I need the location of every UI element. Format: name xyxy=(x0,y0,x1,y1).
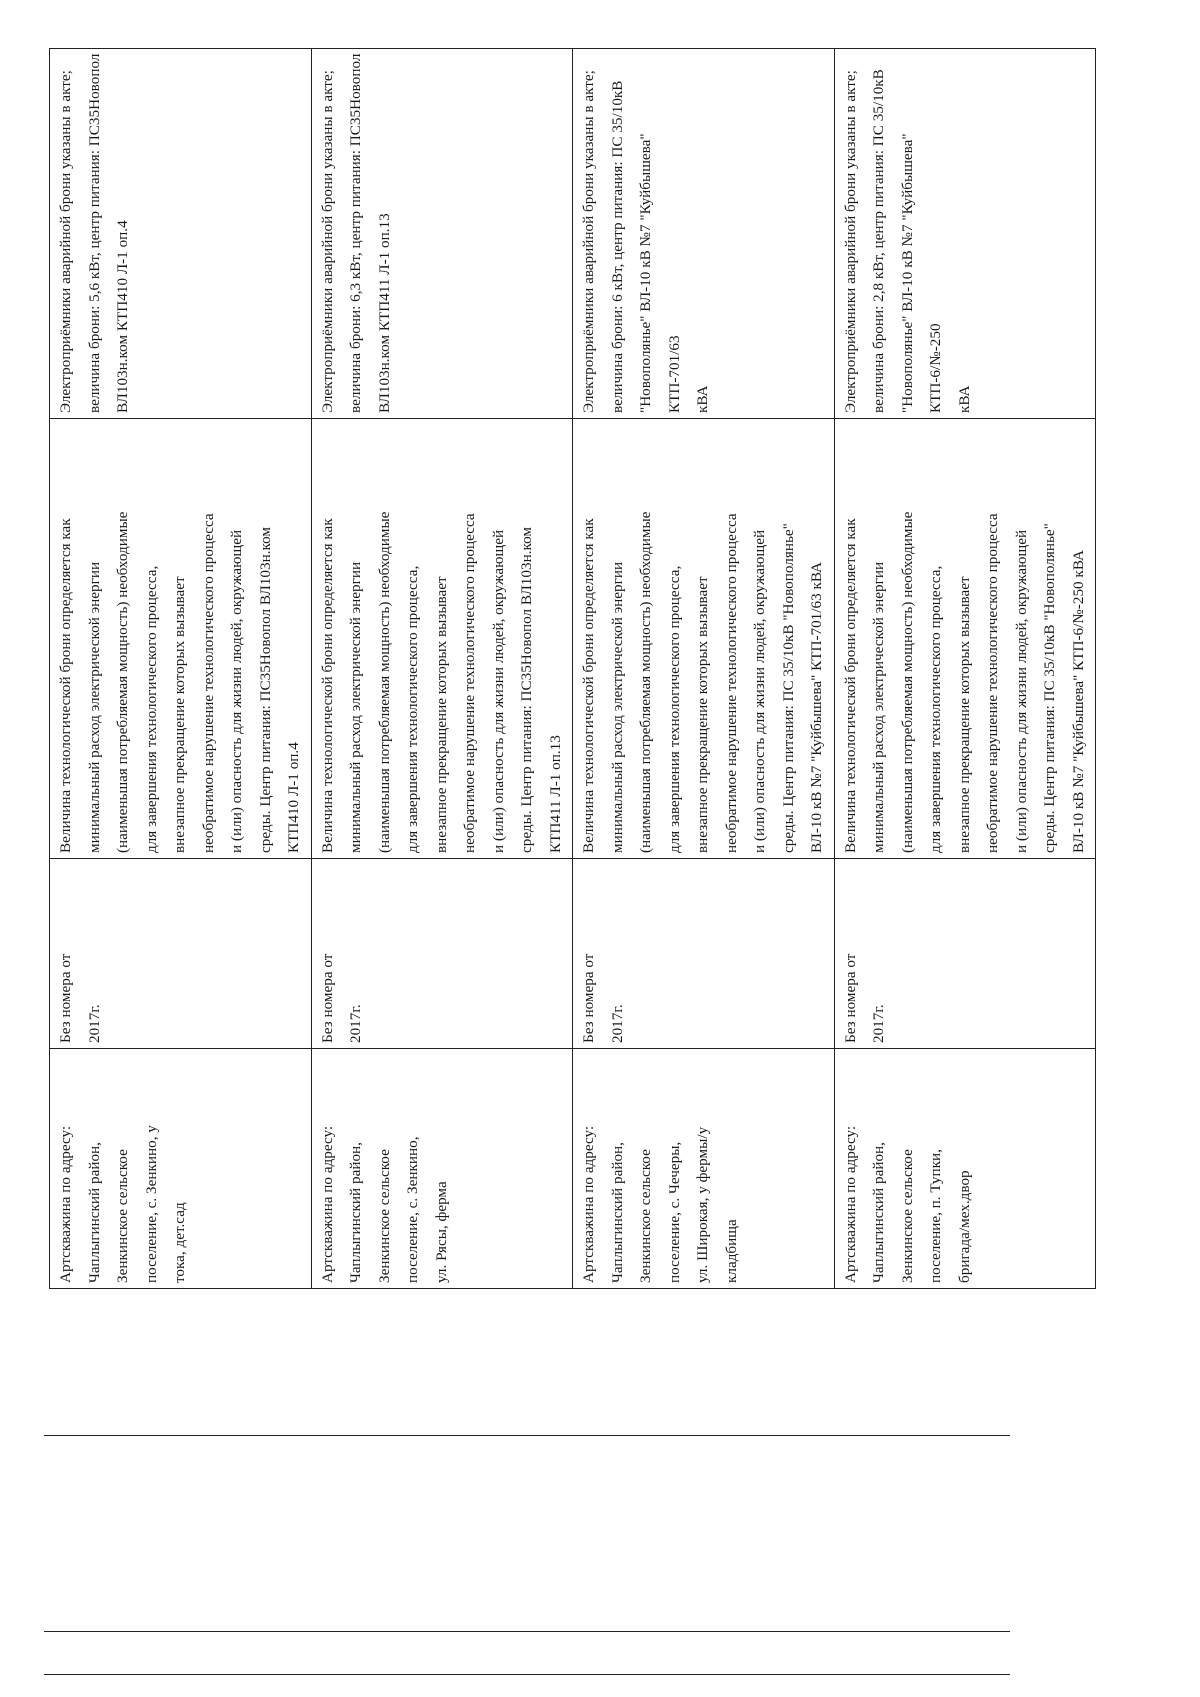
horizontal-rule xyxy=(44,1435,1010,1436)
emergency-reserve-cell: Электроприёмники аварийной брони указаны в акте; величина брони: 6,3 кВт, центр питания: ПС35Новопол ВЛ103н.ком КТП411 Л-1 оп.13 xyxy=(311,49,573,419)
emergency-reserve-cell: Электроприёмники аварийной брони указаны в акте; величина брони: 6 кВт, центр питания: ПС 35/10кВ "Новополянье" ВЛ-10 кВ №7 "Куйбышева" КТП-701/63 кВА xyxy=(573,49,835,419)
rotated-page-content xyxy=(49,49,1087,1289)
tech-reserve-cell: Величина технологической брони определяется как минимальный расход электрической энергии (наименьшая потребляемая мощность) необходимые для завершения технологического процесса, внезапное прекращение которых вызывает необратимое нарушение технологического процесса и (или) опасность для жизни людей, окружающей среды. Центр питания: ПС 35/10кВ "Новополянье" ВЛ-10 кВ №7 "Куйбышева" КТП-6/№-250 кВА xyxy=(834,419,1096,859)
table-row xyxy=(311,49,573,1289)
act-reference-cell: Без номера от 2017г. xyxy=(50,859,312,1049)
tech-reserve-cell: Величина технологической брони определяется как минимальный расход электрической энергии (наименьшая потребляемая мощность) необходимые для завершения технологического процесса, внезапное прекращение которых вызывает необратимое нарушение технологического процесса и (или) опасность для жизни людей, окружающей среды. Центр питания: ПС35Новопол ВЛ103н.ком КТП411 Л-1 оп.13 xyxy=(311,419,573,859)
object-address-cell: Артскважина по адресу: Чаплыгинский район, Зенкинское сельское поселение, с. Зенкино, ул. Рясы, ферма xyxy=(311,1049,573,1289)
table-row xyxy=(834,49,1096,1289)
act-reference-cell: Без номера от 2017г. xyxy=(573,859,835,1049)
reserve-table xyxy=(49,48,1096,1289)
horizontal-rule xyxy=(44,1631,1010,1632)
table-row xyxy=(50,49,312,1289)
tech-reserve-cell: Величина технологической брони определяется как минимальный расход электрической энергии (наименьшая потребляемая мощность) необходимые для завершения технологического процесса, внезапное прекращение которых вызывает необратимое нарушение технологического процесса и (или) опасность для жизни людей, окружающей среды. Центр питания: ПС 35/10кВ "Новополянье" ВЛ-10 кВ №7 "Куйбышева" КТП-701/63 кВА xyxy=(573,419,835,859)
act-reference-cell: Без номера от 2017г. xyxy=(311,859,573,1049)
act-reference-cell: Без номера от 2017г. xyxy=(834,859,1096,1049)
emergency-reserve-cell: Электроприёмники аварийной брони указаны в акте; величина брони: 5,6 кВт, центр питания: ПС35Новопол ВЛ103н.ком КТП410 Л-1 оп.4 xyxy=(50,49,312,419)
emergency-reserve-cell: Электроприёмники аварийной брони указаны в акте; величина брони: 2,8 кВт, центр питания: ПС 35/10кВ "Новополянье" ВЛ-10 кВ №7 "Куйбышева" КТП-6/№-250 кВА xyxy=(834,49,1096,419)
table-row xyxy=(573,49,835,1289)
horizontal-rule xyxy=(44,1674,1010,1675)
object-address-cell: Артскважина по адресу: Чаплыгинский район, Зенкинское сельское поселение, с. Чечеры, ул. Широкая, у фермы/у кладбища xyxy=(573,1049,835,1289)
object-address-cell: Артскважина по адресу: Чаплыгинский район, Зенкинское сельское поселение, п. Тупки, бригада/мех.двор xyxy=(834,1049,1096,1289)
tech-reserve-cell: Величина технологической брони определяется как минимальный расход электрической энергии (наименьшая потребляемая мощность) необходимые для завершения технологического процесса, внезапное прекращение которых вызывает необратимое нарушение технологического процесса и (или) опасность для жизни людей, окружающей среды. Центр питания: ПС35Новопол ВЛ103н.ком КТП410 Л-1 оп.4 xyxy=(50,419,312,859)
object-address-cell: Артскважина по адресу: Чаплыгинский район, Зенкинское сельское поселение, с. Зенкино, у тока, дет.сад xyxy=(50,1049,312,1289)
